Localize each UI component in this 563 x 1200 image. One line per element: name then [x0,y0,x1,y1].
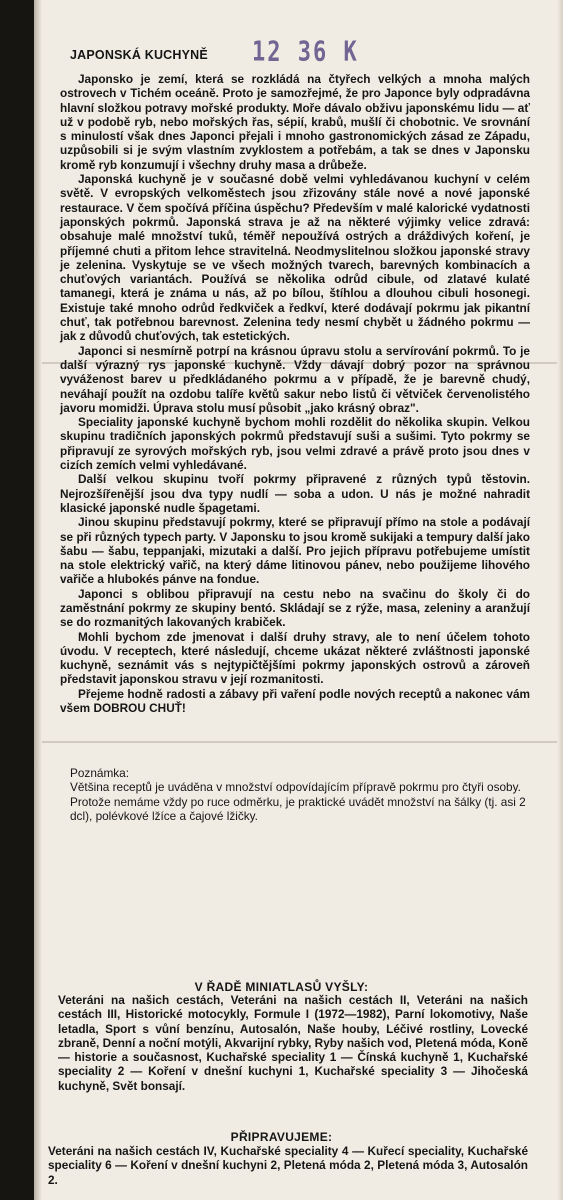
paragraph: Mohli bychom zde jmenovat i další druhy stravy, ale to není účelem tohoto úvodu. V receptech, které následují, chceme ukázat některé zvláštnosti japonské kuchyně, seznámit vás s nejtypičtějšími pokrmy japonských ostrovů a zároveň představit japonskou stravu v její rozmanitosti. [60,629,530,687]
series-list: Veteráni na našich cestách, Veteráni na našich cestách II, Veteráni na našich cestách III, Historické motocykly, Formule I (1972—1982), Parní lokomotivy, Naše letadla, Sport s vůní benzínu, Autosalón, Naše houby, Léčivé rostliny, Lovecké zbraně, Denní a noční motýli, Akvarijní rybky, Ryby našich vod, Pletená móda, Koně — historie a současnost, Kuchařské speciality 1 — Čínská kuchyně 1, Kuchařské speciality 2 — Koření v dnešní kuchyni 1, Kuchařské speciality 3 — Jihočeská kuchyně, Svět bonsají. [58,993,528,1093]
page-right-edge [557,0,563,1200]
inventory-stamp [252,36,410,69]
binding-shadow [34,0,42,1200]
upcoming-heading: PŘIPRAVUJEME: [230,1130,333,1144]
paragraph: Jinou skupinu představují pokrmy, které se připravují přímo na stole a podávají se při různých typech party. V Japonsku to jsou kromě sukijaki a tempury další jako šabu — šabu, teppanjaki, mizutaki a další. Pro jejich přípravu potřebujeme umístit na stole elektrický vařič, na který dáme litinovou pánev, nebo použijeme lihového vařiče a hlubokés pánve na fondue. [60,515,530,587]
page-binding-edge [0,0,34,1200]
note-section [70,766,540,823]
note-label: Poznámka: [70,766,130,780]
fold-line [42,741,557,743]
note-text: Většina receptů je uváděna v množství odpovídajícím přípravě pokrmu pro čtyři osoby. Protože nemáme vždy po ruce odměrku, je praktické uvádět množství na šálky (tj. asi 2 dcl), polévkové lžíce a čajové lžičky. [70,780,526,823]
paragraph: Další velkou skupinu tvoří pokrmy připravené z různých typů těstovin. Nejrozšířenější jsou dva typy nudlí — soba a udon. U nás je možné nahradit klasické japonské nudle špagetami. [60,472,530,515]
upcoming-list: Veteráni na našich cestách IV, Kuchařské speciality 4 — Kuřecí speciality, Kuchařské speciality 6 — Koření v dnešní kuchyni 2, Pletená móda 2, Pletená móda 3, Autosalón 2. [48,1144,528,1187]
paragraph: Speciality japonské kuchyně bychom mohli rozdělit do několika skupin. Velkou skupinu tradičních japonských pokrmů představují suši a sušimi. Tyto pokrmy se připravují ze syrových mořských ryb, jsou velmi zdravé a právě proto jsou dnes v cizích zemích velmi vyhledávané. [60,415,530,473]
paragraph: Japonci si nesmírně potrpí na krásnou úpravu stolu a servírování pokrmů. To je další výrazný rys japonské kuchyně. Vždy dávají dobrý pozor na správnou vyváženost barev u předkládaného pokrmu a v případě, že je barevně chudý, neváhají použít na ozdobu talíře květů sakur nebo listů či větviček červenolistého javoru momidži. Úprava stolu musí působit „jako krásný obraz". [60,343,530,415]
page-title: JAPONSKÁ KUCHYNĚ [70,48,208,62]
article-body [60,72,530,715]
paragraph: Japonci s oblibou připravují na cestu nebo na svačinu do školy či do zaměstnání pokrmy ze skupiny bentó. Skládají se z rýže, masa, zeleniny a aranžují se do rozmanitých lakovaných krabiček. [60,586,530,630]
paragraph: Japonsko je zemí, která se rozkládá na čtyřech velkých a mnoha malých ostrovech v Tichém oceánĕ. Proto je samozřejmé, že pro Japonce byly odpradávna hlavní složkou potravy mořské produkty. Moře dávalo obživu japonskému lidu — ať už v podobě ryb, nebo mořských řas, sépií, krabů, mušlí či chobotnic. Ve srovnání s minulostí však dnes Japonci přejali i mnoho gastronomických zásad ze Západu, uzpůsobili si je svým vlastním zvyklostem a potřebám, a tak se dnes v Japonsku kromě ryb konzumují i všechny druhy masa a drůbeže. [60,72,530,172]
paragraph: Přejeme hodně radosti a zábavy při vaření podle nových receptů a nakonec vám všem DOBROU CHUŤ! [60,686,530,716]
paragraph: Japonská kuchyně je v současné době velmi vyhledávanou kuchyní v celém světě. V evropských velkoměstech jsou zřizovány stále nové a nové japonské restaurace. V čem spočívá příčina úspěchu? Především v malé kalorické vydatnosti japonských pokrmů. Japonská strava je až na některé výjimky velice zdravá: obsahuje malé množství tuků, téměř nepoužívá ostrých a dráždivých koření, je příjemné chuti a přitom lehce stravitelná. Neodmyslitelnou složkou japonské stravy je zelenina. Vyskytuje se ve všech možných tvarech, barevných kombinacích a chuťových variantách. Používá se několika odrůd cibule, od zlatavé kulaté tamanegi, která je známa u nás, až po bílou, štíhlou a dlouhou cibuli hosonegi. Existuje také mnoho odrůd ředkviček a ředkví, které dodávají pokrmu jak pikantní chuť, tak potřebnou barevnost. Zelenina tedy nesmí chybět u žádného pokrmu — jak z důvodů chuťových, tak estetických. [60,172,530,344]
series-heading: V ŘADĚ MINIATLASŮ VYŠLY: [194,980,369,994]
page-header [70,36,470,70]
stamp-number: 12 36 K [252,36,359,69]
